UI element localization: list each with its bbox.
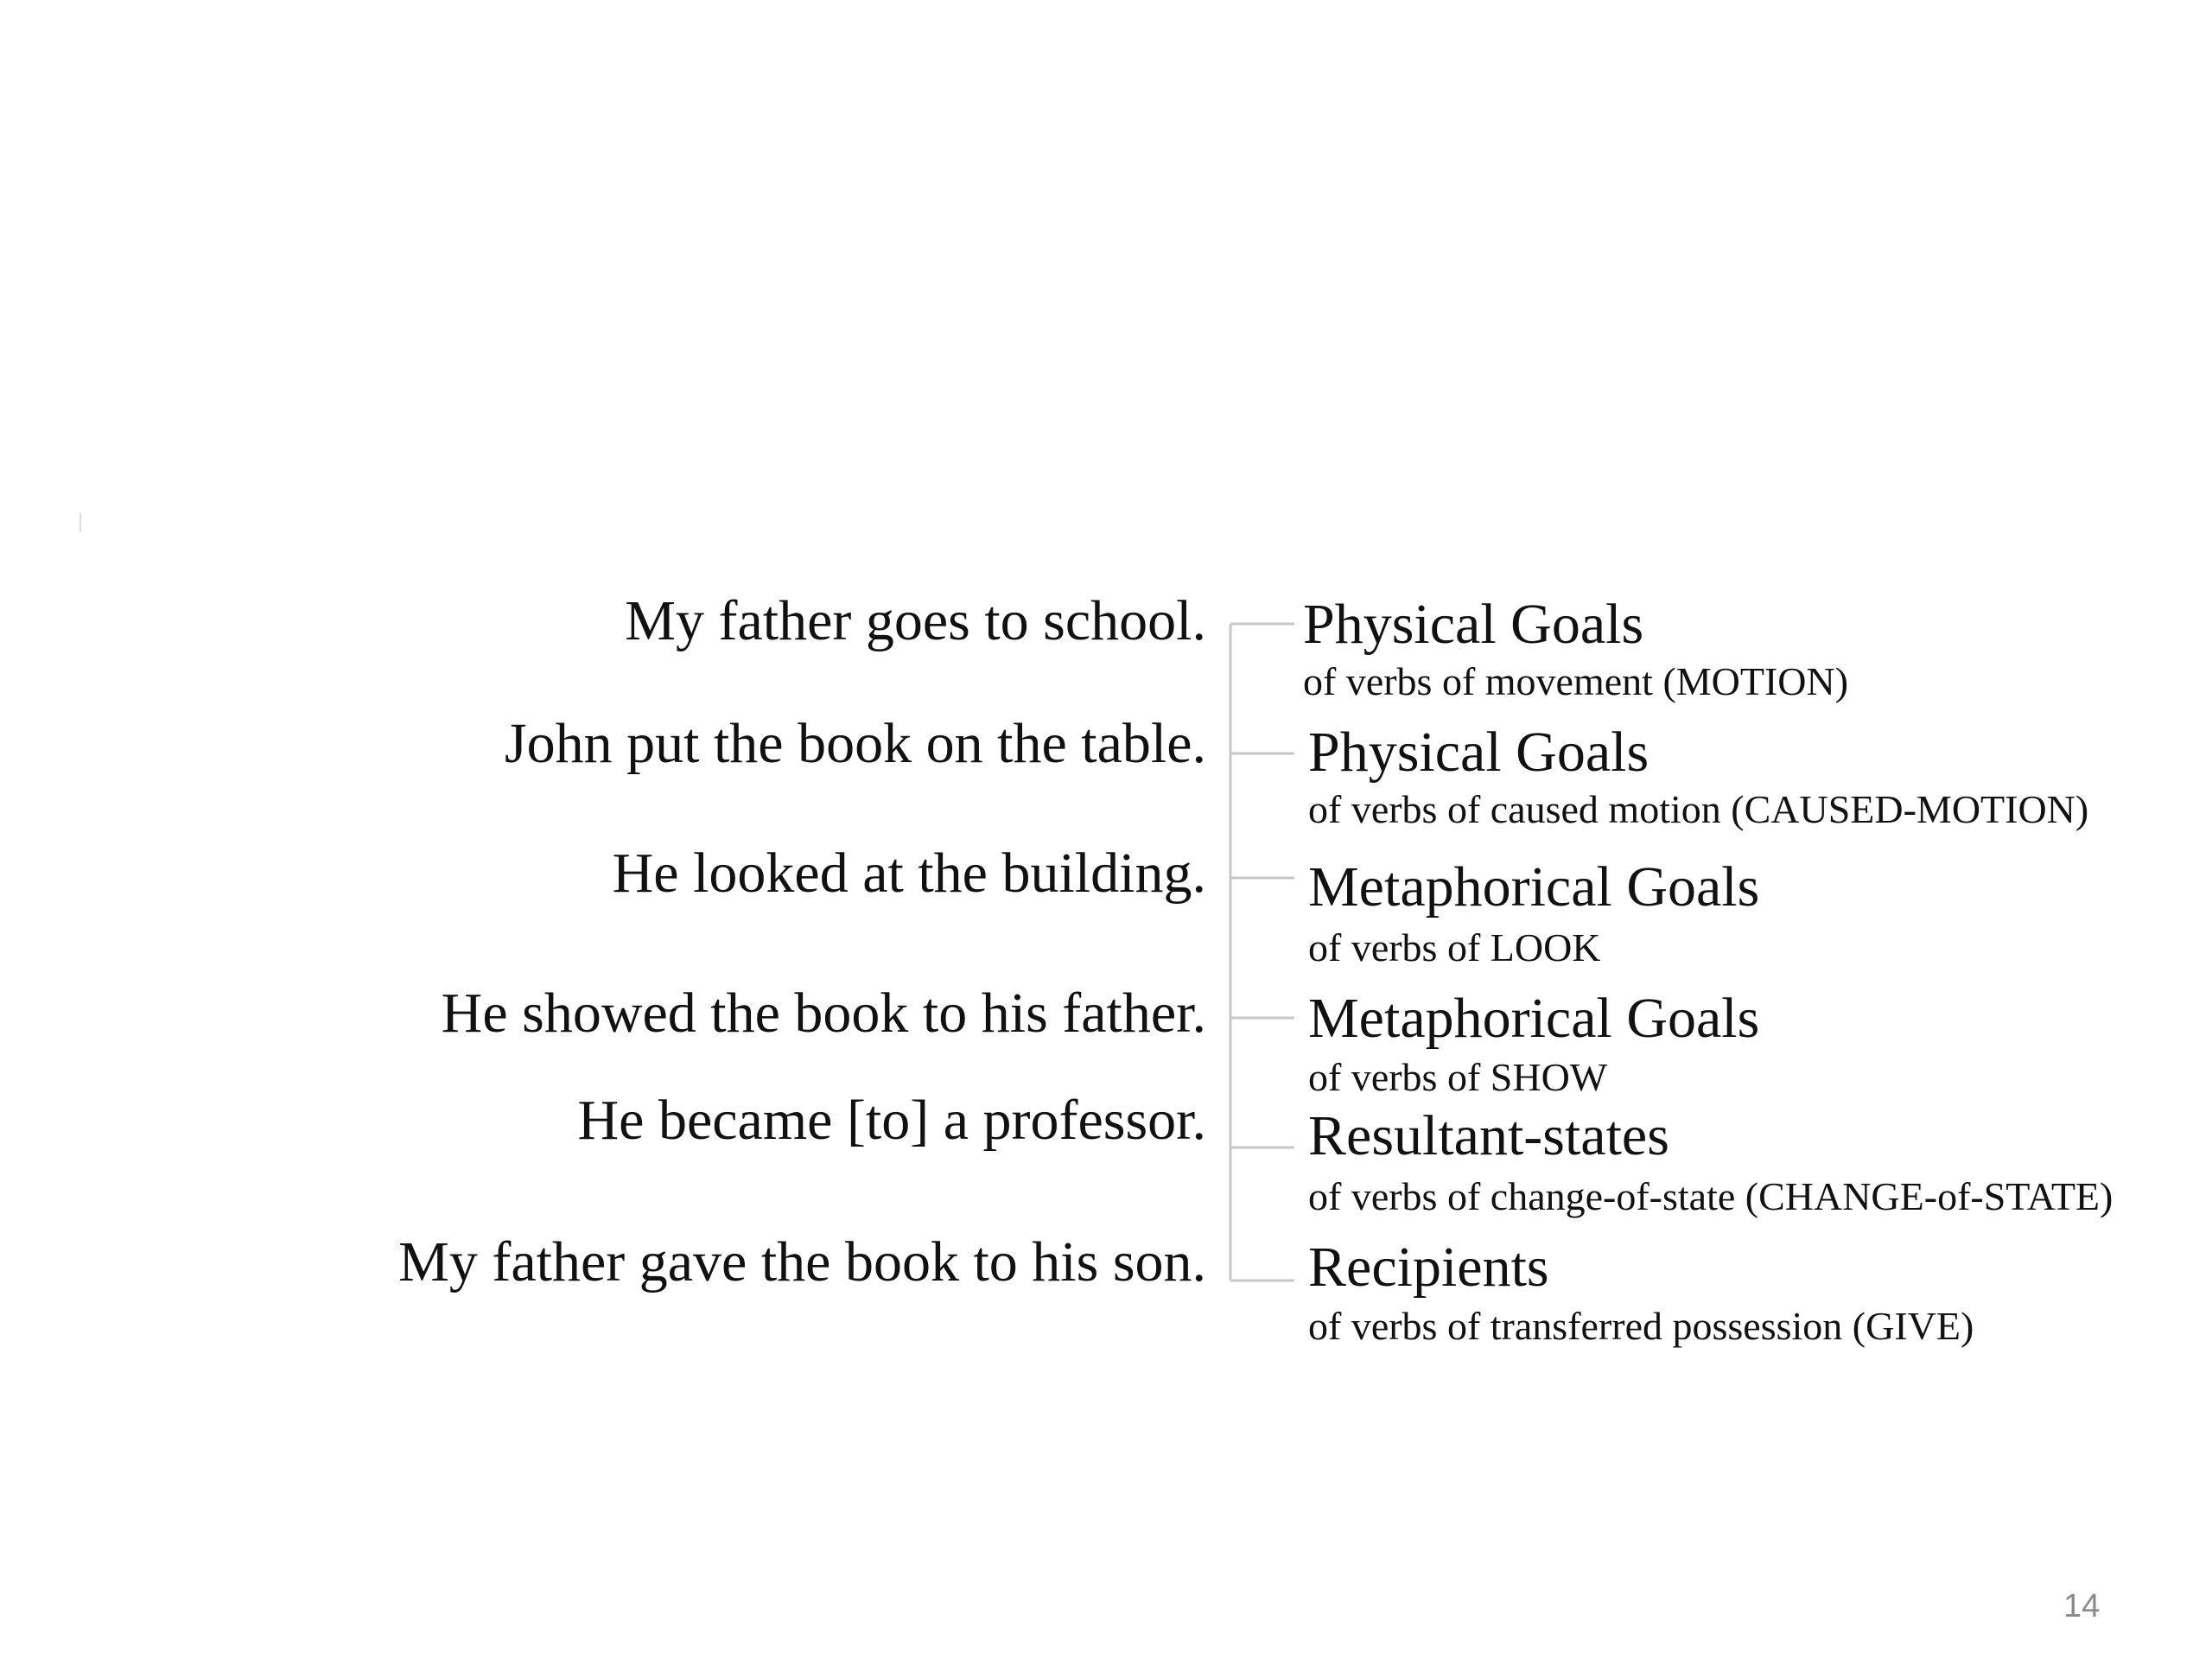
sentence-look: He looked at the building. [612, 842, 1206, 905]
category-title-look: Metaphorical Goals [1308, 855, 1760, 918]
category-title-change-of-state: Resultant-states [1308, 1104, 1669, 1167]
category-title-motion: Physical Goals [1303, 593, 1644, 656]
sentence-change-of-state: He became [to] a professor. [577, 1089, 1206, 1152]
category-subtitle-give: of verbs of transferred possession (GIVE) [1308, 1304, 1974, 1348]
sentence-give: My father gave the book to his son. [398, 1230, 1206, 1294]
category-subtitle-change-of-state: of verbs of change-of-state (CHANGE-of-STATE) [1308, 1174, 2113, 1218]
page-number: 14 [2063, 1588, 2101, 1624]
category-subtitle-show: of verbs of SHOW [1308, 1055, 1608, 1099]
category-subtitle-motion: of verbs of movement (MOTION) [1303, 659, 1849, 703]
slide-mark [79, 513, 81, 532]
sentence-show: He showed the book to his father. [441, 982, 1206, 1045]
category-subtitle-caused-motion: of verbs of caused motion (CAUSED-MOTION) [1308, 787, 2089, 831]
sentence-caused-motion: John put the book on the table. [504, 712, 1206, 775]
category-title-give: Recipients [1308, 1236, 1549, 1299]
sentence-motion: My father goes to school. [625, 589, 1206, 652]
category-subtitle-look: of verbs of LOOK [1308, 925, 1601, 969]
category-title-show: Metaphorical Goals [1308, 987, 1760, 1050]
category-title-caused-motion: Physical Goals [1308, 721, 1649, 784]
